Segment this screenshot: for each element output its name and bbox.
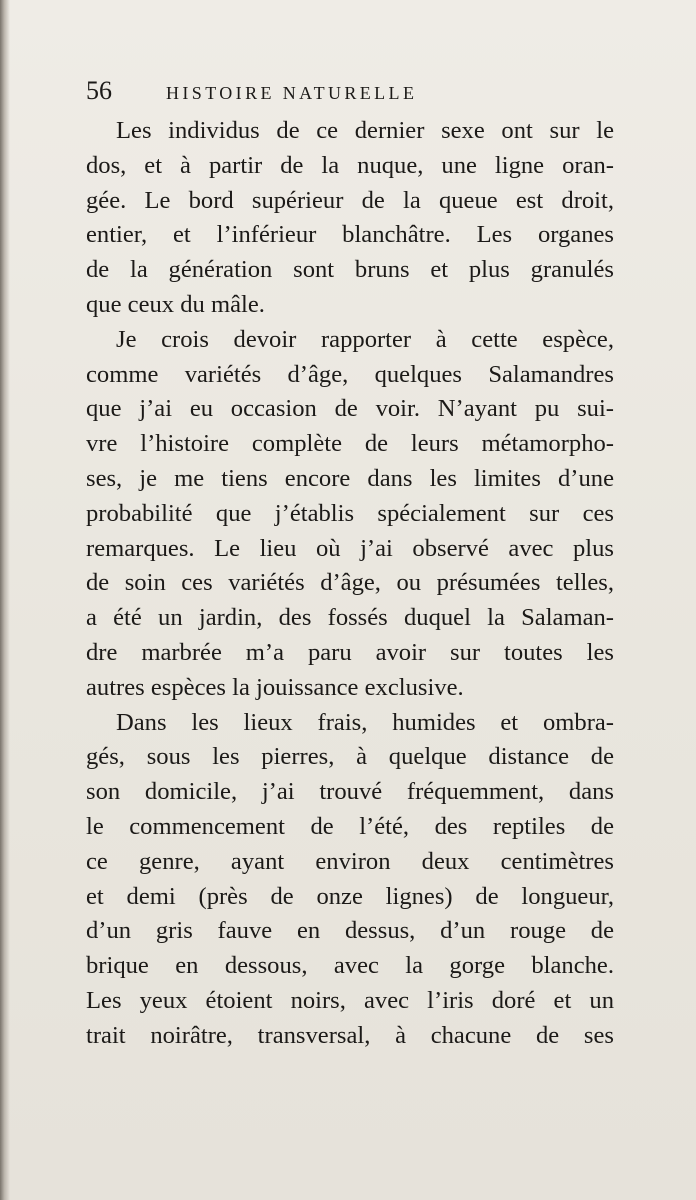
text-line: comme variétés d’âge, quelques Salamandres: [86, 360, 614, 388]
text-line: a été un jardin, des fossés duquel la Salaman-: [86, 604, 614, 632]
text-line: que j’ai eu occasion de voir. N’ayant pu sui-: [86, 395, 614, 423]
body-text: [86, 114, 614, 1054]
page-header: [86, 76, 616, 110]
text-line: Dans les lieux frais, humides et ombra-: [116, 708, 614, 736]
text-line: ce genre, ayant environ deux centimètres: [86, 847, 614, 875]
text-line: de soin ces variétés d’âge, ou présumées telles,: [86, 569, 614, 597]
text-line: Les yeux étoient noirs, avec l’iris doré et un: [86, 986, 614, 1014]
text-line: Je crois devoir rapporter à cette espèce,: [116, 325, 614, 353]
text-line: entier, et l’inférieur blanchâtre. Les organes: [86, 221, 614, 249]
text-line: gés, sous les pierres, à quelque distance de: [86, 743, 614, 771]
binding-shadow: [0, 0, 10, 1200]
text-line: et demi (près de onze lignes) de longueur,: [86, 882, 614, 910]
text-line: trait noirâtre, transversal, à chacune de ses: [86, 1021, 614, 1049]
page-number: 56: [86, 76, 112, 105]
text-line: dre marbrée m’a paru avoir sur toutes les: [86, 638, 614, 666]
text-line: Les individus de ce dernier sexe ont sur le: [116, 117, 614, 144]
text-line: probabilité que j’établis spécialement sur ces: [86, 499, 614, 527]
text-line: vre l’histoire complète de leurs métamorpho-: [86, 430, 614, 458]
text-line: remarques. Le lieu où j’ai observé avec plus: [86, 534, 614, 562]
text-line: dos, et à partir de la nuque, une ligne oran-: [86, 151, 614, 179]
running-head: HISTOIRE NATURELLE: [166, 83, 418, 103]
text-line: autres espèces la jouissance exclusive.: [86, 673, 464, 701]
text-line: de la génération sont bruns et plus granulés: [86, 256, 614, 284]
text-line: que ceux du mâle.: [86, 290, 265, 318]
text-line: le commencement de l’été, des reptiles de: [86, 812, 614, 840]
text-line: brique en dessous, avec la gorge blanche.: [86, 952, 614, 980]
text-line: d’un gris fauve en dessus, d’un rouge de: [86, 917, 614, 945]
text-line: gée. Le bord supérieur de la queue est droit,: [86, 186, 614, 214]
text-line: ses, je me tiens encore dans les limites d’une: [86, 464, 614, 492]
text-line: son domicile, j’ai trouvé fréquemment, dans: [86, 778, 614, 806]
